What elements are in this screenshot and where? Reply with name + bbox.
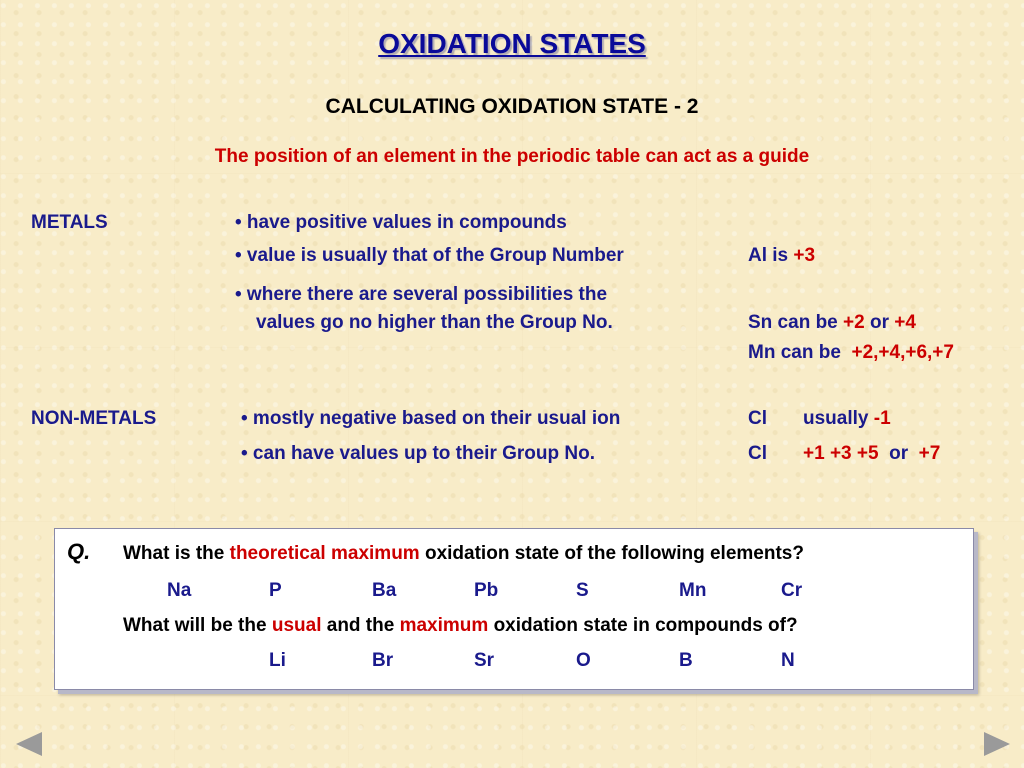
nonmetals-bullet-group-number: • can have values up to their Group No. (241, 443, 595, 464)
example-tin (748, 312, 916, 334)
question-1 (123, 543, 804, 565)
page-title: OXIDATION STATES (378, 28, 646, 59)
metals-bullet-positive: • have positive values in compounds (235, 212, 567, 233)
q1-element: Cr (781, 580, 803, 601)
question-label: Q. (67, 539, 91, 564)
metals-bullet-possibilities-cont: values go no higher than the Group No. (256, 312, 613, 333)
question-2-highlight-usual: usual (271, 615, 322, 636)
example-manganese-prefix: Mn can be (748, 342, 852, 363)
q2-element: B (679, 650, 693, 671)
example-chlorine-max (803, 443, 940, 465)
q1-element: Na (167, 580, 192, 601)
q2-element: Sr (474, 650, 495, 671)
q1-element: Mn (679, 580, 707, 601)
metals-bullet-group-number: • value is usually that of the Group Number (235, 245, 624, 266)
example-chlorine-value-last: +7 (918, 443, 941, 464)
triangle-right-icon[interactable] (984, 732, 1010, 756)
q1-element: S (576, 580, 589, 601)
q2-element: Br (372, 650, 394, 671)
example-manganese (748, 342, 954, 364)
metals-label: METALS (31, 212, 108, 233)
question-2 (123, 615, 798, 637)
q1-element: Pb (474, 580, 499, 601)
example-chlorine-usual-value: -1 (873, 408, 891, 429)
example-chlorine-element: Cl (748, 408, 767, 429)
question-box (54, 528, 974, 690)
q2-element: Li (269, 650, 286, 671)
q2-element: N (781, 650, 795, 671)
nonmetals-label: NON-METALS (31, 408, 157, 429)
metals-bullet-possibilities: • where there are several possibilities the (235, 284, 608, 305)
example-aluminium-prefix: Al is (748, 245, 794, 266)
guide-text: The position of an element in the periodic table can act as a guide (214, 146, 810, 167)
question-1-post: oxidation state of the following elements? (419, 543, 804, 564)
example-chlorine-or: or (878, 443, 919, 464)
example-tin-value-2: +4 (894, 312, 916, 333)
example-chlorine-element-2: Cl (748, 443, 767, 464)
triangle-left-icon[interactable] (16, 732, 42, 756)
page-subtitle: CALCULATING OXIDATION STATE - 2 (325, 95, 699, 118)
q1-element: Ba (372, 580, 397, 601)
example-chlorine-values: +1 +3 +5 (803, 443, 879, 464)
example-chlorine-usual-text: usually (803, 408, 874, 429)
question-1-highlight-maximum: maximum (331, 543, 420, 564)
example-tin-prefix: Sn can be (748, 312, 844, 333)
q2-element: O (576, 650, 591, 671)
example-chlorine-usual (803, 408, 891, 430)
example-aluminium-value: +3 (793, 245, 816, 266)
question-2-post: oxidation state in compounds of? (488, 615, 798, 636)
question-1-pre: What is the (123, 543, 230, 564)
example-tin-or: or (864, 312, 895, 333)
example-manganese-value: +2,+4,+6,+7 (851, 342, 954, 363)
q1-element: P (269, 580, 282, 601)
question-2-highlight-maximum: maximum (399, 615, 489, 636)
example-aluminium (748, 245, 815, 267)
question-2-pre: What will be the (123, 615, 272, 636)
question-2-mid: and the (321, 615, 400, 636)
example-tin-value-1: +2 (843, 312, 865, 333)
question-1-highlight-theoretical: theoretical (229, 543, 326, 564)
nonmetals-bullet-negative: • mostly negative based on their usual ion (241, 408, 621, 429)
